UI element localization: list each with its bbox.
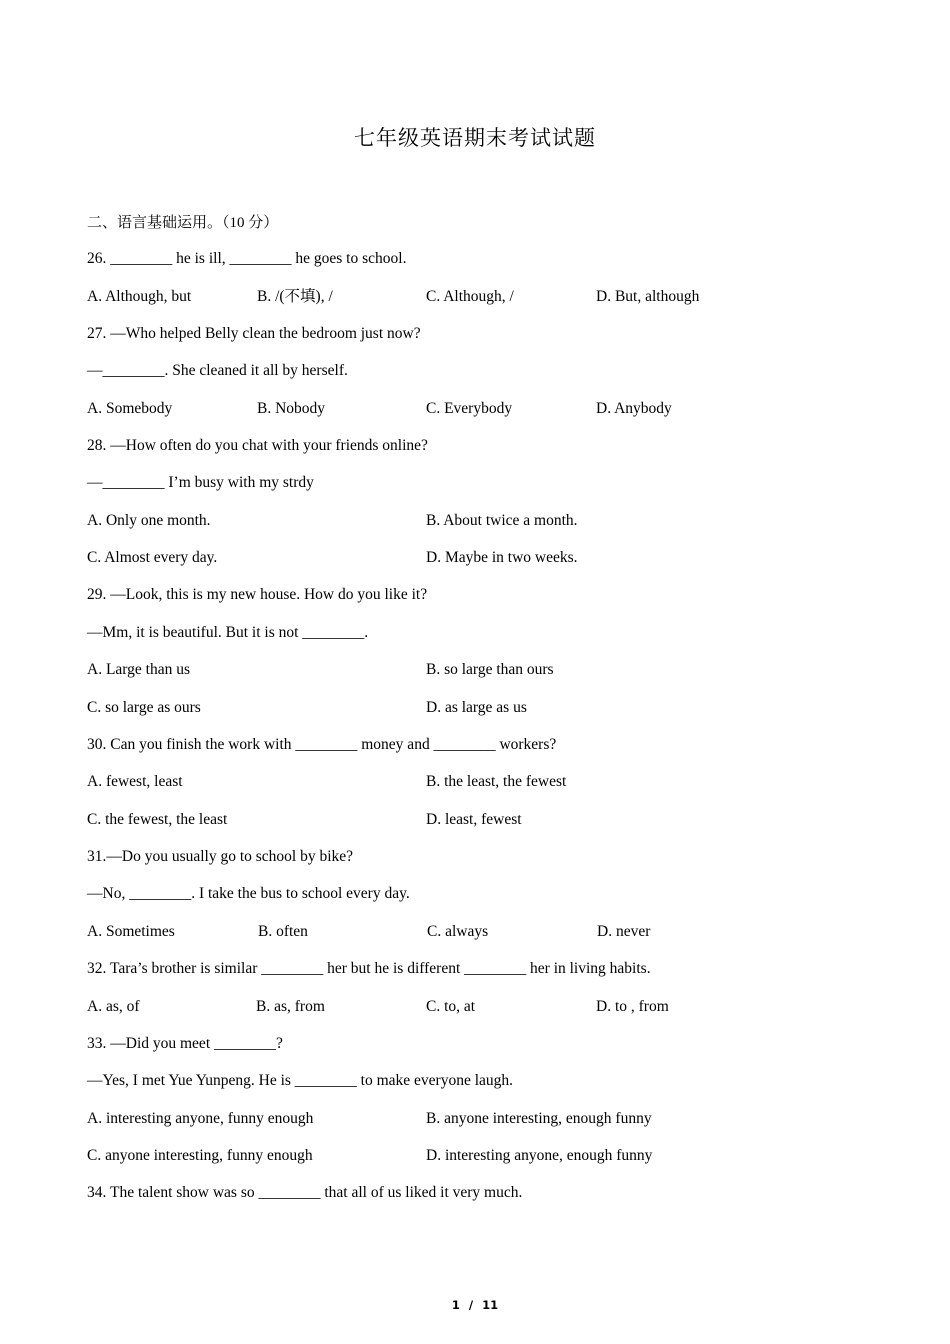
q33-option-c: C. anyone interesting, funny enough [87,1147,313,1164]
q33-option-a: A. interesting anyone, funny enough [87,1110,314,1127]
question-31-reply: —No, ________. I take the bus to school every day. [87,885,410,902]
q26-option-d: D. But, although [596,288,700,305]
q29-option-a: A. Large than us [87,661,191,678]
question-33-reply: —Yes, I met Yue Yunpeng. He is ________ to make everyone laugh. [87,1072,514,1089]
q29-option-d: D. as large as us [426,699,527,716]
question-27-stem: 27. —Who helped Belly clean the bedroom just now? [87,325,421,342]
q33-option-b: B. anyone interesting, enough funny [426,1110,652,1127]
q27-option-a: A. Somebody [87,400,173,417]
question-27-reply: —________. She cleaned it all by herself. [87,362,348,379]
total-pages: 11 [482,1298,499,1312]
q32-option-a: A. as, of [87,998,140,1015]
question-29-stem: 29. —Look, this is my new house. How do you like it? [87,586,428,603]
question-26-stem: 26. ________ he is ill, ________ he goes to school. [87,250,407,267]
q31-option-d: D. never [597,923,651,940]
page-number [0,1298,950,1312]
q26-option-a: A. Although, but [87,288,192,305]
q26-option-c: C. Although, / [426,288,514,305]
q31-option-a: A. Sometimes [87,923,175,940]
q31-option-c: C. always [427,923,489,940]
question-34-stem: 34. The talent show was so ________ that all of us liked it very much. [87,1184,523,1201]
q30-option-c: C. the fewest, the least [87,811,228,828]
q27-option-d: D. Anybody [596,400,672,417]
question-28-reply: —________ I’m busy with my strdy [87,474,314,491]
q32-option-b: B. as, from [256,998,325,1015]
question-32-stem: 32. Tara’s brother is similar ________ her but he is different ________ her in living habits. [87,960,651,977]
q32-option-d: D. to , from [596,998,669,1015]
q30-option-a: A. fewest, least [87,773,183,790]
q28-option-b: B. About twice a month. [426,512,578,529]
current-page: 1 [451,1298,460,1312]
section-heading: 二、语言基础运用。（10 分） [87,215,279,231]
q33-option-d: D. interesting anyone, enough funny [426,1147,653,1164]
q29-option-b: B. so large than ours [426,661,554,678]
question-30-stem: 30. Can you finish the work with ________ money and ________ workers? [87,736,557,753]
q30-option-d: D. least, fewest [426,811,522,828]
q29-option-c: C. so large as ours [87,699,201,716]
q28-option-c: C. Almost every day. [87,549,218,566]
question-29-reply: —Mm, it is beautiful. But it is not ________. [87,624,369,641]
q30-option-b: B. the least, the fewest [426,773,567,790]
q27-option-c: C. Everybody [426,400,513,417]
page-separator: / [468,1298,474,1312]
q32-option-c: C. to, at [426,998,476,1015]
q28-option-d: D. Maybe in two weeks. [426,549,578,566]
q31-option-b: B. often [258,923,308,940]
question-28-stem: 28. —How often do you chat with your friends online? [87,437,428,454]
q28-option-a: A. Only one month. [87,512,211,529]
page-title: 七年级英语期末考试试题 [354,126,596,150]
q26-option-b: B. /(不填), / [257,288,333,305]
q27-option-b: B. Nobody [257,400,326,417]
question-33-stem: 33. —Did you meet ________? [87,1035,283,1052]
question-31-stem: 31.—Do you usually go to school by bike? [87,848,354,865]
